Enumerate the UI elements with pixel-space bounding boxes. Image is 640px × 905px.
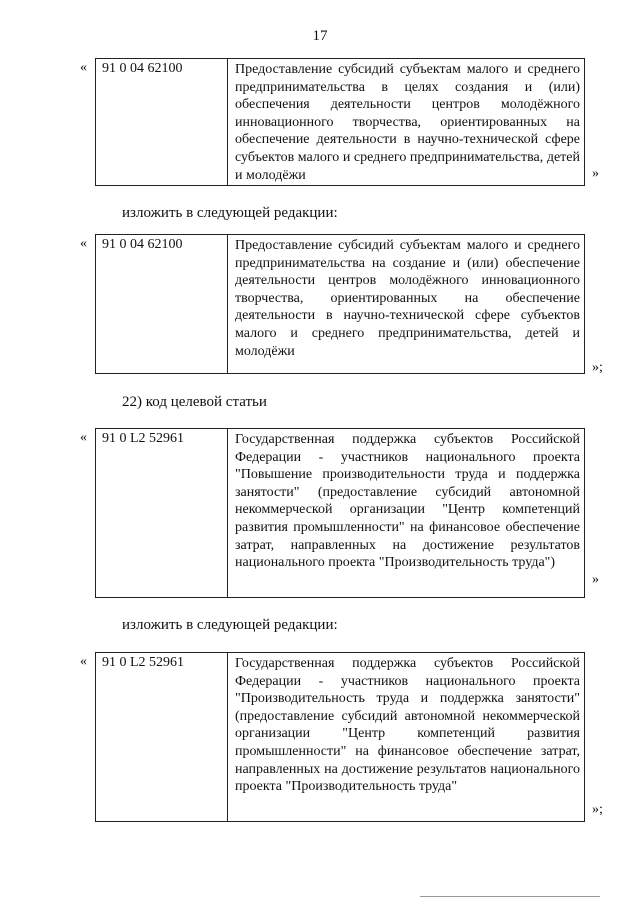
open-quote: « — [80, 430, 87, 445]
open-quote: « — [80, 236, 87, 251]
open-quote: « — [80, 60, 87, 75]
paragraph-replace-instruction: изложить в следующей редакции: — [122, 617, 338, 633]
target-article-table — [95, 652, 585, 822]
close-quote: » — [592, 572, 599, 587]
article-code-cell: 91 0 04 62100 — [96, 59, 228, 185]
target-article-table — [95, 58, 585, 186]
article-description-cell: Предоставление субсидий субъектам малого и среднего предпринимательства в целях создания и (или) обеспечения деятельности центров молодёжного инновационного творчества, ориентированных на обеспечение деятельности в научно-технической сфере субъектов малого и среднего предпринимательства, детей и молодёжи — [235, 62, 580, 183]
paragraph-item-22: 22) код целевой статьи — [122, 394, 267, 410]
article-description-cell: Государственная поддержка субъектов Российской Федерации - участников национального проекта "Производительность труда и поддержка занятости" (предоставление субсидий автономной некоммерческой организации "Центр компетенций развития промышленности" на финансовое обеспечение затрат, направленных на достижение результатов национального проекта "Производительность труда" — [235, 656, 580, 795]
target-article-table — [95, 428, 585, 598]
article-code-cell: 91 0 L2 52961 — [96, 653, 228, 821]
article-code-cell: 91 0 04 62100 — [96, 235, 228, 373]
close-quote: »; — [592, 802, 603, 817]
page-number: 17 — [312, 28, 328, 44]
article-description-cell: Предоставление субсидий субъектам малого и среднего предпринимательства на создание и (или) обеспечение деятельности центров молодёжного инновационного творчества, ориентированных на обеспечение деятельности в научно-технической сфере субъектов малого и среднего предпринимательства, детей и молодёжи — [235, 238, 580, 359]
open-quote: « — [80, 654, 87, 669]
paragraph-replace-instruction: изложить в следующей редакции: — [122, 205, 338, 221]
close-quote: »; — [592, 360, 603, 375]
close-quote: » — [592, 166, 599, 181]
scan-artifact-line — [420, 896, 600, 897]
target-article-table — [95, 234, 585, 374]
article-code-cell: 91 0 L2 52961 — [96, 429, 228, 597]
article-description-cell: Государственная поддержка субъектов Российской Федерации - участников национального проекта "Повышение производительности труда и поддержка занятости" (предоставление субсидий автономной некоммерческой организации "Центр компетенций развития промышленности" на финансовое обеспечение затрат, направленных на достижение результатов национального проекта "Производительность труда") — [235, 432, 580, 571]
